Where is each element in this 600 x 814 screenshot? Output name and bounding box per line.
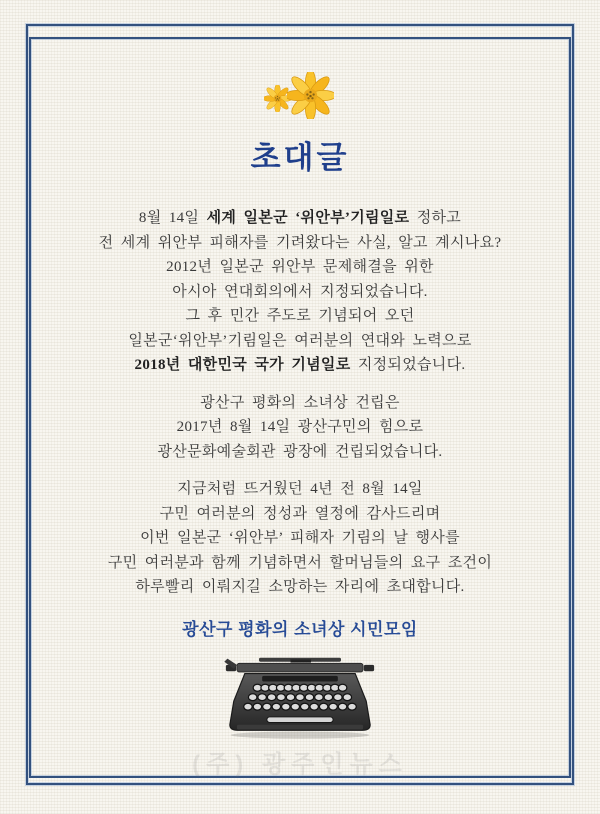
typewriter-image	[0, 657, 600, 739]
text-line: 그 후 민간 주도로 기념되어 오던	[185, 308, 415, 324]
text-line: 2012년 일본군 위안부 문제해결을 위한	[166, 259, 434, 275]
text-line: 지금처럼 뜨거웠던 4년 전 8월 14일	[177, 481, 423, 497]
flower-decoration	[0, 72, 600, 120]
text-line: 이번 일본군 ‘위안부’ 피해자 기림의 날 행사를	[140, 530, 460, 546]
text-line: 하루빨리 이뤄지길 소망하는 자리에 초대합니다.	[135, 579, 465, 595]
typewriter-illustration	[212, 657, 388, 739]
text-line: 8월 14일 세계 일본군 ‘위안부’기림일로 정하고	[138, 210, 462, 226]
text-line: 광산구 평화의 소녀상 건립은	[200, 394, 400, 411]
paragraph	[0, 206, 600, 378]
text-line: 2018년 대한민국 국가 기념일로 지정되었습니다.	[134, 357, 466, 373]
watermark: (주) 광주인뉴스	[192, 750, 408, 778]
paragraph	[0, 477, 600, 600]
signature: 광산구 평화의 소녀상 시민모임	[182, 619, 418, 639]
text-line: 광산문화예술회관 광장에 건립되었습니다.	[157, 443, 443, 460]
text-line: 2017년 8월 14일 광산구민의 힘으로	[176, 419, 424, 435]
flower-icon-large	[287, 72, 334, 119]
text-line: 일본군‘위안부’기림일은 여러분의 연대와 노력으로	[128, 332, 472, 349]
text-line: 아시아 연대회의에서 지정되었습니다.	[172, 283, 428, 300]
invitation-body	[0, 206, 600, 600]
page-title: 초대글	[250, 140, 350, 175]
text-line: 전 세계 위안부 피해자를 기려왔다는 사실, 알고 계시나요?	[98, 234, 502, 251]
text-line: 구민 여러분과 함께 기념하면서 할머님들의 요구 조건이	[107, 554, 493, 571]
paragraph	[0, 391, 600, 465]
text-line: 구민 여러분의 정성과 열정에 감사드리며	[159, 505, 441, 522]
